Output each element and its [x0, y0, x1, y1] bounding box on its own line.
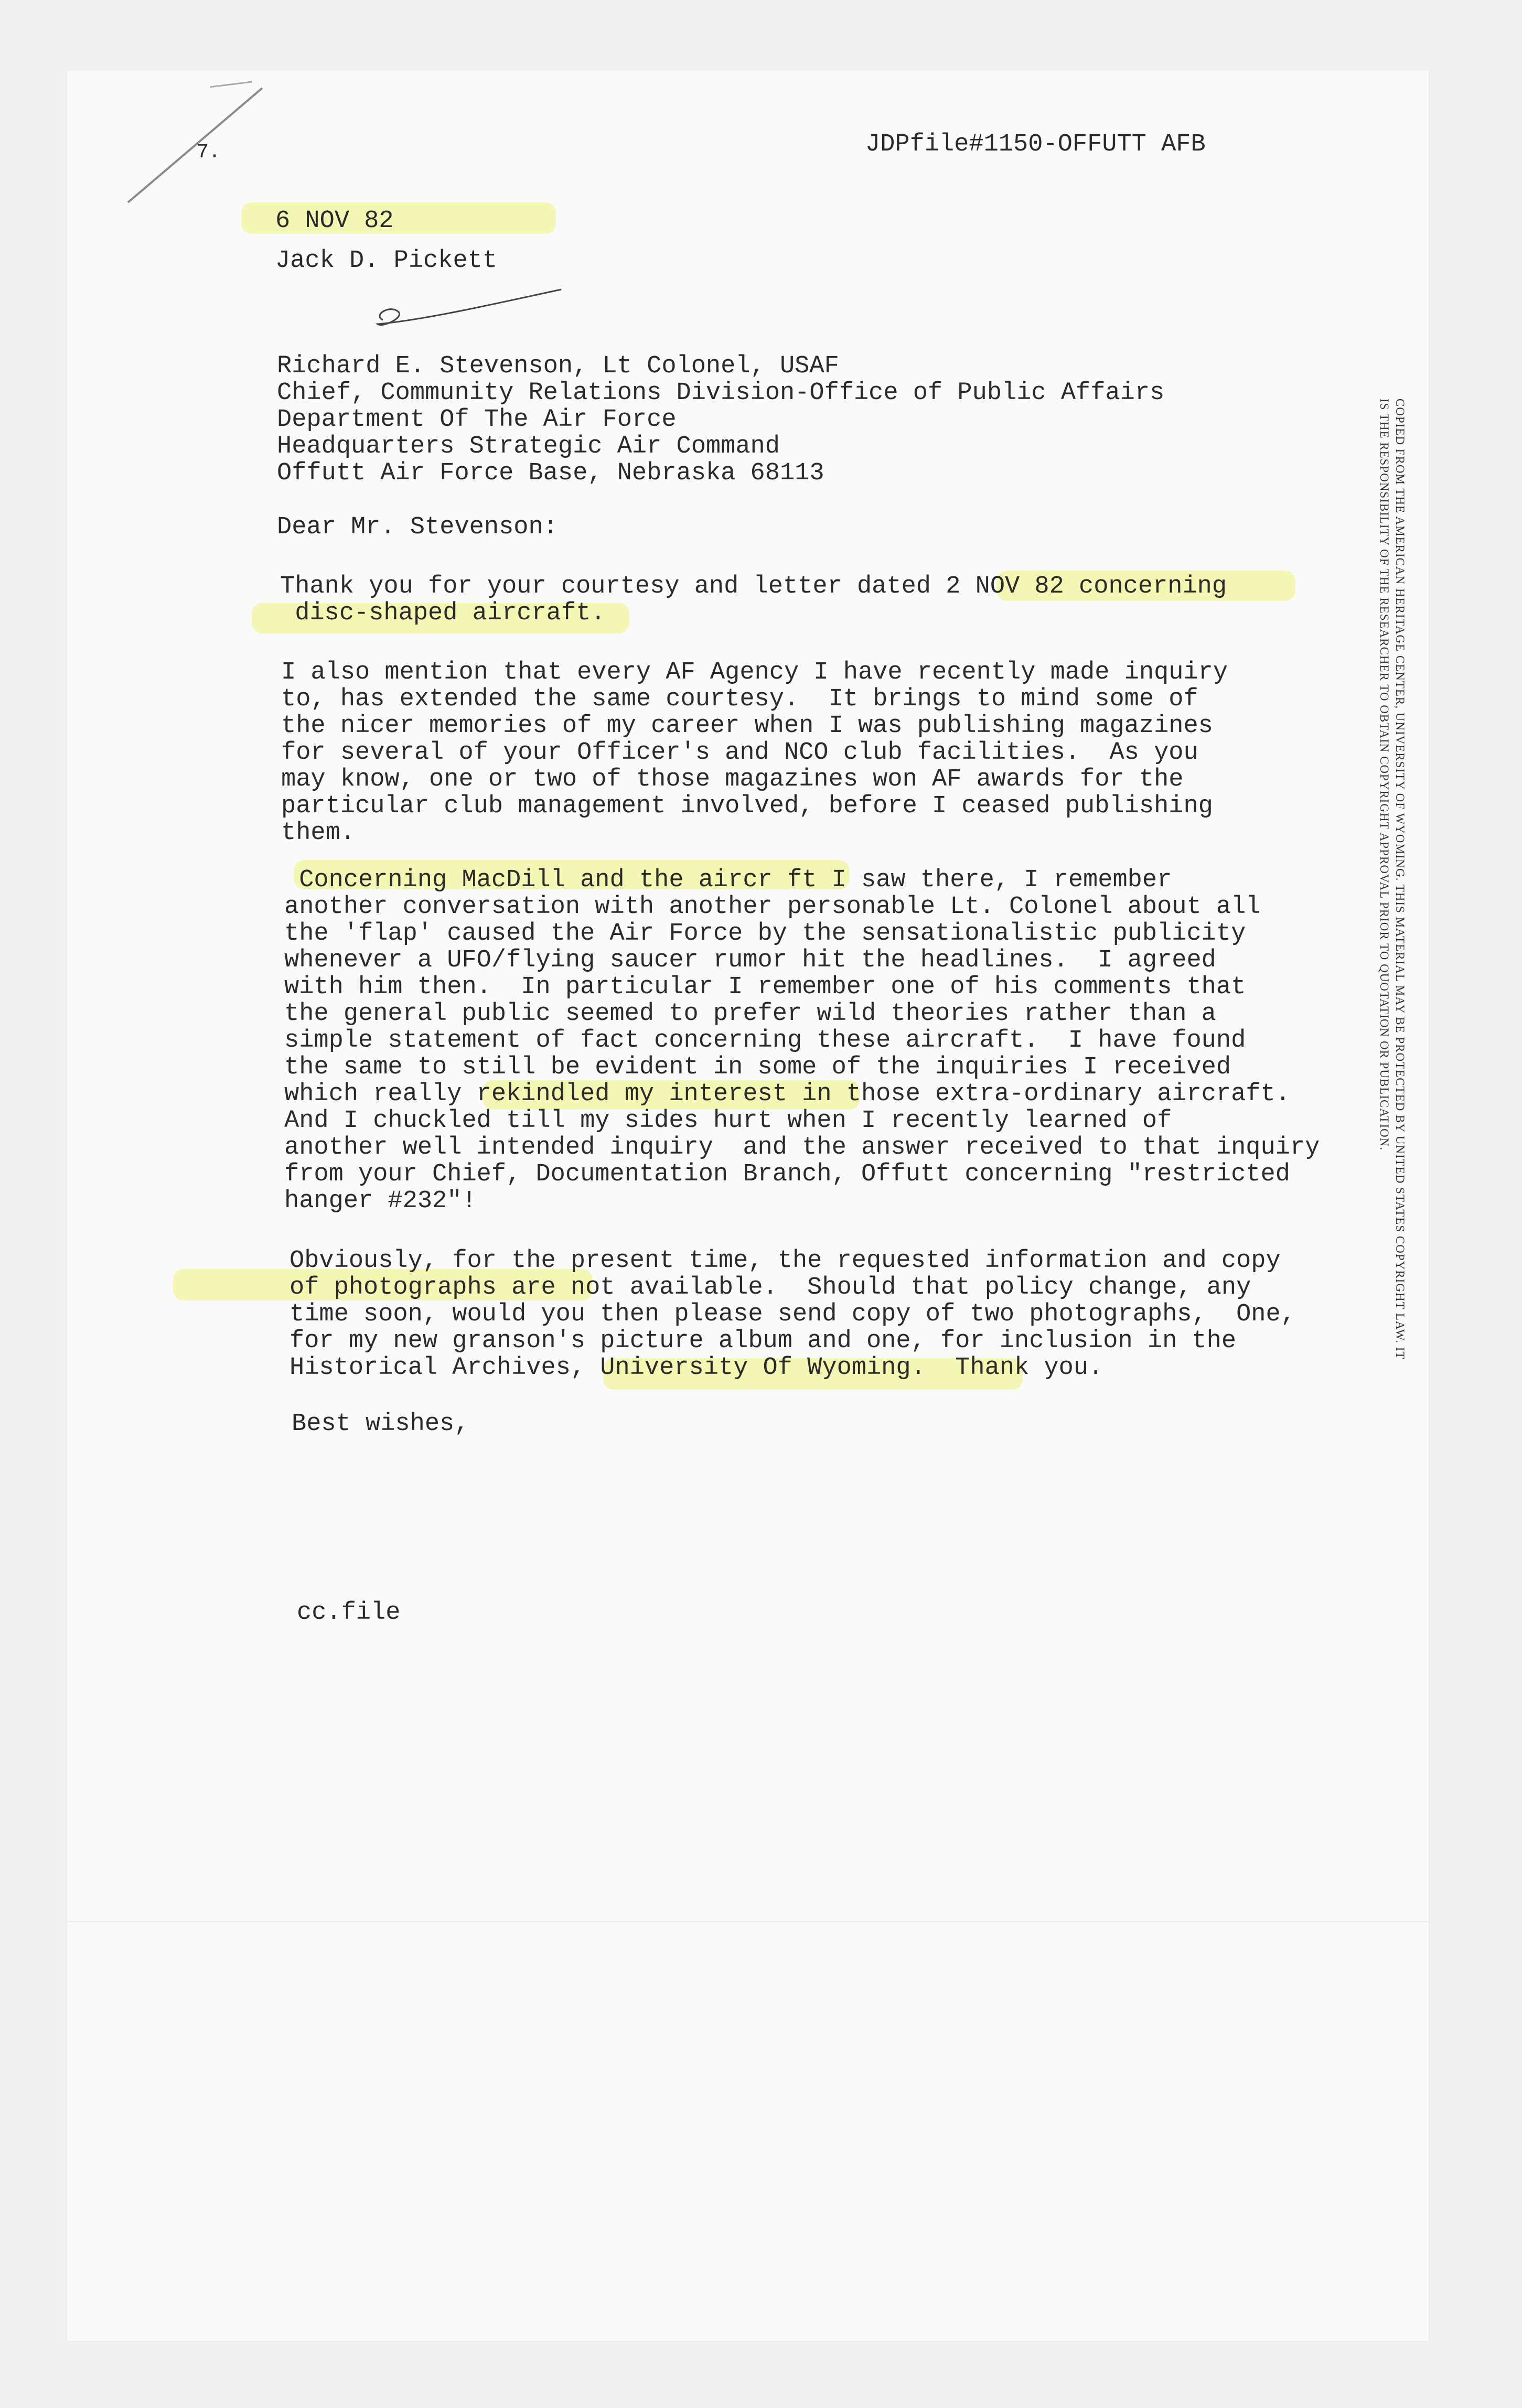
paragraph-line: may know, one or two of those magazines won AF awards for the [281, 766, 1184, 793]
address-line: Chief, Community Relations Division-Office of Public Affairs [277, 379, 1165, 407]
closing: Best wishes, [292, 1410, 469, 1438]
paragraph-line: for several of your Officer's and NCO club facilities. As you [281, 739, 1198, 767]
paragraph-line: another well intended inquiry and the answer received to that inquiry [284, 1134, 1320, 1162]
address-line: Richard E. Stevenson, Lt Colonel, USAF [277, 352, 839, 380]
recipient-address [277, 352, 1164, 486]
paragraph-line: which really rekindled my interest in those extra-ordinary aircraft. [284, 1080, 1290, 1108]
copyright-notice-line-2: IS THE RESPONSIBILITY OF THE RESEARCHER TO OBTAIN COPYRIGHT APPROVAL PRIOR TO QUOTATION OR PUBLICATION. [1378, 399, 1391, 1151]
copyright-notice-line-1: COPIED FROM THE AMERICAN HERITAGE CENTER, UNIVERSITY OF WYOMING. THIS MATERIAL MAY BE PROTECTED BY UNITED STATES COPYRIGHT LAW. IT [1394, 399, 1407, 1360]
paragraph-line: the nicer memories of my career when I was publishing magazines [281, 712, 1213, 740]
paragraph-line: the same to still be evident in some of the inquiries I received [284, 1054, 1231, 1081]
paragraph-line: the general public seemed to prefer wild theories rather than a [284, 1000, 1216, 1028]
sender-name: Jack D. Pickett [275, 247, 498, 275]
paragraph-line: hanger #232"! [284, 1187, 477, 1215]
paragraph-line: whenever a UFO/flying saucer rumor hit the headlines. I agreed [284, 947, 1216, 974]
paragraph-obviously [290, 1247, 1295, 1381]
paragraph-line: particular club management involved, before I ceased publishing [281, 792, 1213, 820]
paragraph-line: And I chuckled till my sides hurt when I recently learned of [284, 1107, 1172, 1135]
signature-squiggle [362, 283, 572, 341]
address-line: Offutt Air Force Base, Nebraska 68113 [277, 459, 824, 487]
address-line: Headquarters Strategic Air Command [277, 433, 780, 460]
paragraph-line: them. [281, 819, 356, 847]
paragraph-line: for my new granson's picture album and one, for inclusion in the [290, 1327, 1237, 1355]
paragraph-line: from your Chief, Documentation Branch, Offutt concerning "restricted [284, 1160, 1290, 1188]
paragraph-thanks [280, 573, 1227, 626]
pencil-stroke-small [210, 82, 252, 87]
paragraph-line: to, has extended the same courtesy. It brings to mind some of [281, 685, 1198, 713]
paragraph-line: time soon, would you then please send copy of two photographs, One, [290, 1300, 1295, 1328]
paragraph-line: Historical Archives, University Of Wyoming. Thank you. [290, 1354, 1103, 1382]
file-reference: JDPfile#1150-OFFUTT AFB [865, 131, 1206, 158]
cc-line: cc.file [297, 1599, 401, 1627]
fold-crease [67, 1921, 1429, 1922]
paragraph-line: Concerning MacDill and the aircr ft I saw there, I remember [284, 866, 1172, 894]
paragraph-line: another conversation with another personable Lt. Colonel about all [284, 893, 1261, 921]
address-line: Department Of The Air Force [277, 406, 677, 434]
paragraph-macdill [284, 866, 1320, 1214]
margin-mark: 7. [197, 141, 221, 164]
paragraph-line: of photographs are not available. Should that policy change, any [290, 1274, 1251, 1302]
paragraph-line: Obviously, for the present time, the requested information and copy [290, 1247, 1281, 1275]
paragraph-courtesy [281, 659, 1228, 846]
salutation: Dear Mr. Stevenson: [277, 513, 558, 541]
paragraph-line: Thank you for your courtesy and letter dated 2 NOV 82 concerning [280, 573, 1227, 600]
paragraph-line: simple statement of fact concerning these aircraft. I have found [284, 1027, 1246, 1055]
pencil-stroke [128, 88, 262, 202]
letter-date: 6 NOV 82 [275, 207, 394, 235]
paragraph-line: the 'flap' caused the Air Force by the sensationalistic publicity [284, 920, 1246, 948]
signature-stroke [378, 289, 561, 325]
paragraph-line: with him then. In particular I remember one of his comments that [284, 973, 1246, 1001]
paragraph-line: I also mention that every AF Agency I have recently made inquiry [281, 659, 1228, 686]
paragraph-line: disc-shaped aircraft. [280, 599, 606, 627]
